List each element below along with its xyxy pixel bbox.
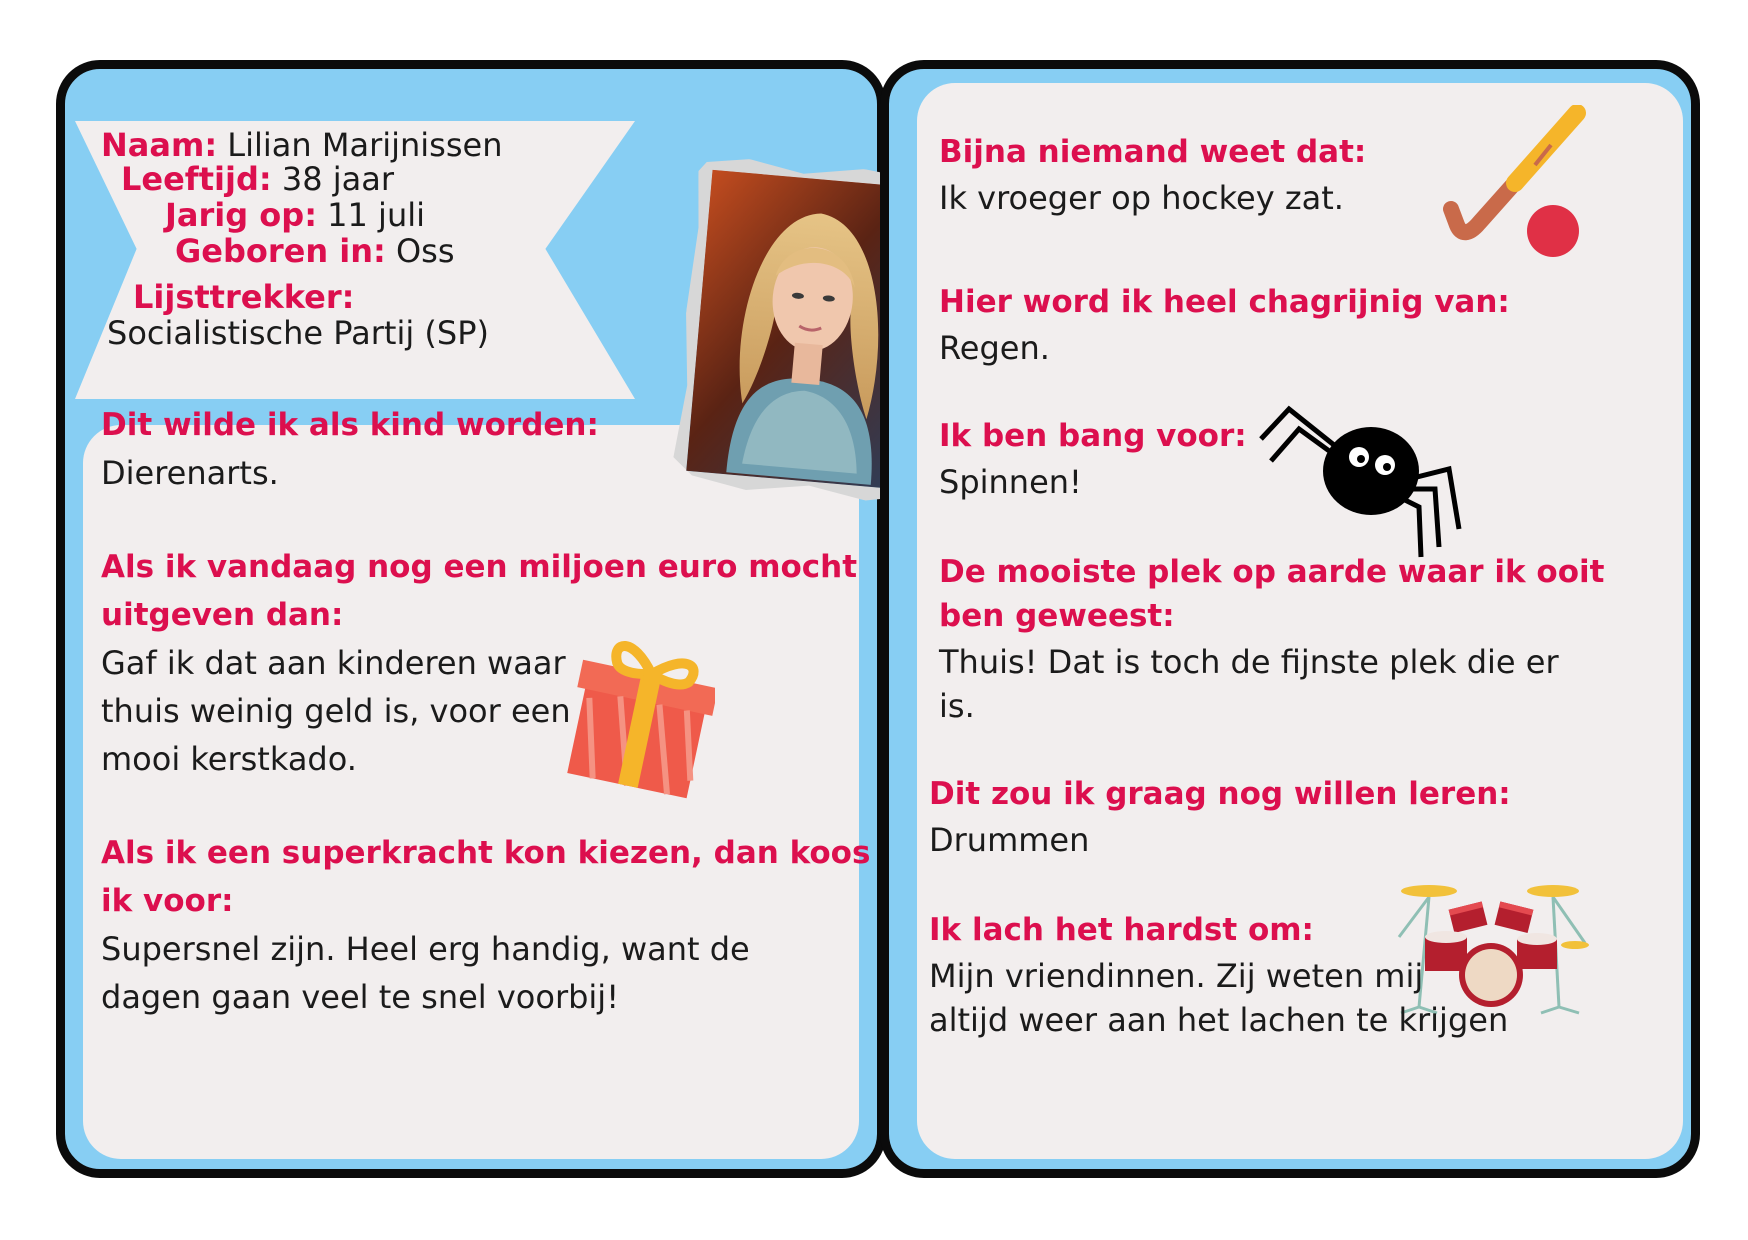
spider-icon (1259, 379, 1479, 559)
answer-superpower-line2: dagen gaan veel te snel voorbij! (101, 978, 620, 1016)
answer-laugh-line2: altijd weer aan het lachen te krijgen (929, 1001, 1509, 1039)
age-label: Leeftijd: (121, 160, 272, 198)
question-superpower-line1: Als ik een superkracht kon kiezen, dan koos (101, 835, 871, 871)
answer-afraid: Spinnen! (939, 463, 1082, 501)
question-place-line2: ben geweest: (939, 598, 1175, 634)
answer-grumpy: Regen. (939, 329, 1050, 367)
answer-superpower-line1: Supersnel zijn. Heel erg handig, want de (101, 930, 750, 968)
answer-place-line1: Thuis! Dat is toch de fijnste plek die er (939, 643, 1559, 681)
name-label: Naam: (101, 126, 218, 164)
question-grumpy: Hier word ik heel chagrijnig van: (939, 284, 1510, 320)
birthplace-label: Geboren in: (175, 232, 386, 270)
answer-learn: Drummen (929, 821, 1090, 859)
question-childhood: Dit wilde ik als kind worden: (101, 407, 599, 443)
answer-million-line1: Gaf ik dat aan kinderen waar (101, 644, 566, 682)
profile-card-left (56, 60, 886, 1178)
birthday-value: 11 juli (327, 196, 425, 234)
birthday-label: Jarig op: (165, 196, 317, 234)
hockey-stick-icon (1439, 105, 1589, 265)
answer-secret: Ik vroeger op hockey zat. (939, 179, 1344, 217)
answer-million-line3: mooi kerstkado. (101, 740, 357, 778)
question-laugh: Ik lach het hardst om: (929, 912, 1314, 948)
age-value: 38 jaar (281, 160, 394, 198)
question-place-line1: De mooiste plek op aarde waar ik ooit (939, 554, 1605, 590)
party-value: Socialistische Partij (SP) (107, 314, 489, 352)
question-superpower-line2: ik voor: (101, 883, 234, 919)
question-learn: Dit zou ik graag nog willen leren: (929, 776, 1511, 812)
question-afraid: Ik ben bang voor: (939, 418, 1247, 454)
answer-million-line2: thuis weinig geld is, voor een (101, 692, 571, 730)
party-label: Lijsttrekker: (133, 278, 355, 316)
birthday-row (165, 195, 425, 235)
question-million-line1: Als ik vandaag nog een miljoen euro mocht (101, 549, 858, 585)
question-million-line2: uitgeven dan: (101, 597, 344, 633)
age-row (121, 159, 394, 199)
birthplace-row (175, 231, 455, 271)
name-value: Lilian Marijnissen (227, 126, 503, 164)
answer-laugh-line1: Mijn vriendinnen. Zij weten mij (929, 957, 1424, 995)
question-secret: Bijna niemand weet dat: (939, 134, 1367, 170)
birthplace-value: Oss (395, 232, 455, 270)
answer-place-line2: is. (939, 687, 975, 725)
answer-childhood: Dierenarts. (101, 454, 279, 492)
profile-card-right (880, 60, 1700, 1178)
gift-icon (565, 629, 715, 799)
questions-panel-left (83, 425, 859, 1159)
